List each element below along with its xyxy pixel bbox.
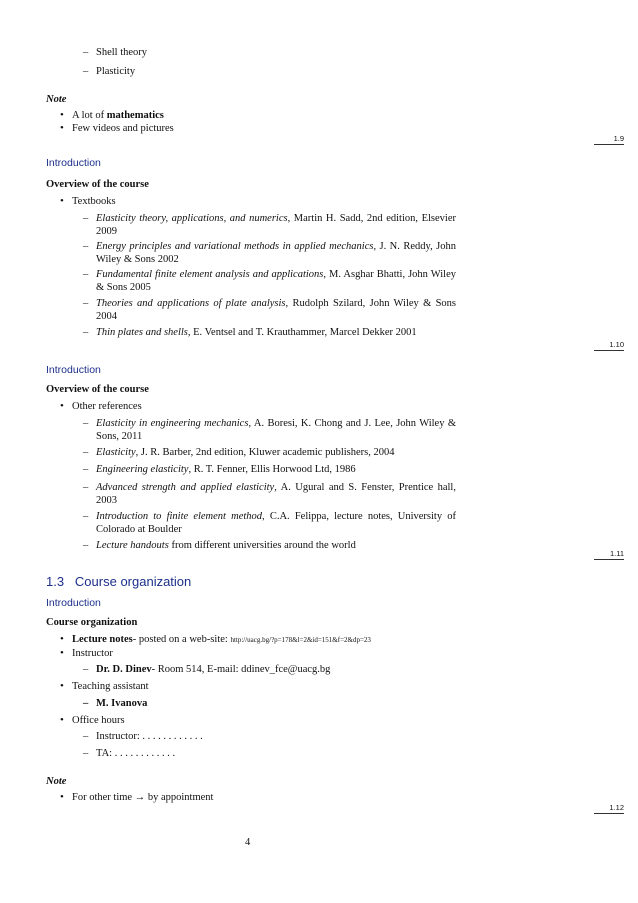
list-item: • Lecture notes- posted on a web-site: http://uacg.bg/?p=178&l=2&id=151&f=2&dp=23 [72, 633, 371, 647]
slide-number: 1.12 [594, 803, 624, 814]
frame-heading: Overview of the course [46, 179, 149, 190]
reference-item: – Engineering elasticity, R. T. Fenner, Ellis Horwood Ltd, 1986 [96, 463, 456, 476]
list-item: – TA: . . . . . . . . . . . . [96, 747, 175, 760]
list-item: • Instructor [72, 647, 113, 660]
section-heading: 1.3 Course organization [46, 574, 192, 589]
slide-number: 1.11 [594, 549, 624, 560]
list-item: – M. Ivanova [96, 697, 147, 710]
lecture-notes-url: http://uacg.bg/?p=178&l=2&id=151&f=2&dp=23 [230, 636, 371, 644]
note-label: Note [46, 94, 67, 105]
frame-title: Introduction [46, 364, 101, 376]
book-item: – Thin plates and shells, E. Ventsel and T. Krauthammer, Marcel Dekker 2001 [96, 326, 456, 339]
list-item: • Office hours [72, 714, 125, 727]
reference-item: – Lecture handouts from different universities around the world [96, 539, 456, 552]
reference-item: – Elasticity, J. R. Barber, 2nd edition, Kluwer academic publishers, 2004 [96, 446, 456, 459]
list-item: • Textbooks [72, 195, 116, 208]
list-item: – Shell theory [96, 46, 147, 59]
reference-item: – Introduction to finite element method, C.A. Felippa, lecture notes, University of Colorado at Boulder [96, 510, 456, 536]
list-item: • For other time → by appointment [72, 791, 213, 804]
list-item: – Instructor: . . . . . . . . . . . . [96, 730, 203, 743]
reference-item: – Elasticity in engineering mechanics, A. Boresi, K. Chong and J. Lee, John Wiley & Sons, 2011 [96, 417, 456, 443]
slide-number: 1.9 [594, 134, 624, 145]
list-item: • Few videos and pictures [72, 122, 174, 135]
list-item: – Dr. D. Dinev- Room 514, E-mail: ddinev_fce@uacg.bg [96, 663, 330, 676]
frame-heading: Course organization [46, 617, 138, 628]
slide-number: 1.10 [594, 340, 624, 351]
list-item: • Teaching assistant [72, 680, 149, 693]
list-item: – Plasticity [96, 65, 135, 78]
book-item: – Theories and applications of plate analysis, Rudolph Szilard, John Wiley & Sons 2004 [96, 297, 456, 323]
book-item: – Fundamental finite element analysis and applications, M. Asghar Bhatti, John Wiley & Sons 2005 [96, 268, 456, 294]
note-label: Note [46, 776, 67, 787]
list-item: • Other references [72, 400, 142, 413]
frame-heading: Overview of the course [46, 384, 149, 395]
frame-title: Introduction [46, 157, 101, 169]
page-number: 4 [245, 837, 251, 848]
book-item: – Energy principles and variational methods in applied mechanics, J. N. Reddy, John Wiley & Sons 2002 [96, 240, 456, 266]
book-item: – Elasticity theory, applications, and numerics, Martin H. Sadd, 2nd edition, Elsevier 2009 [96, 212, 456, 238]
list-item: • A lot of mathematics [72, 109, 164, 122]
frame-title: Introduction [46, 597, 101, 609]
reference-item: – Advanced strength and applied elasticity, A. Ugural and S. Fenster, Prentice hall, 2003 [96, 481, 456, 507]
